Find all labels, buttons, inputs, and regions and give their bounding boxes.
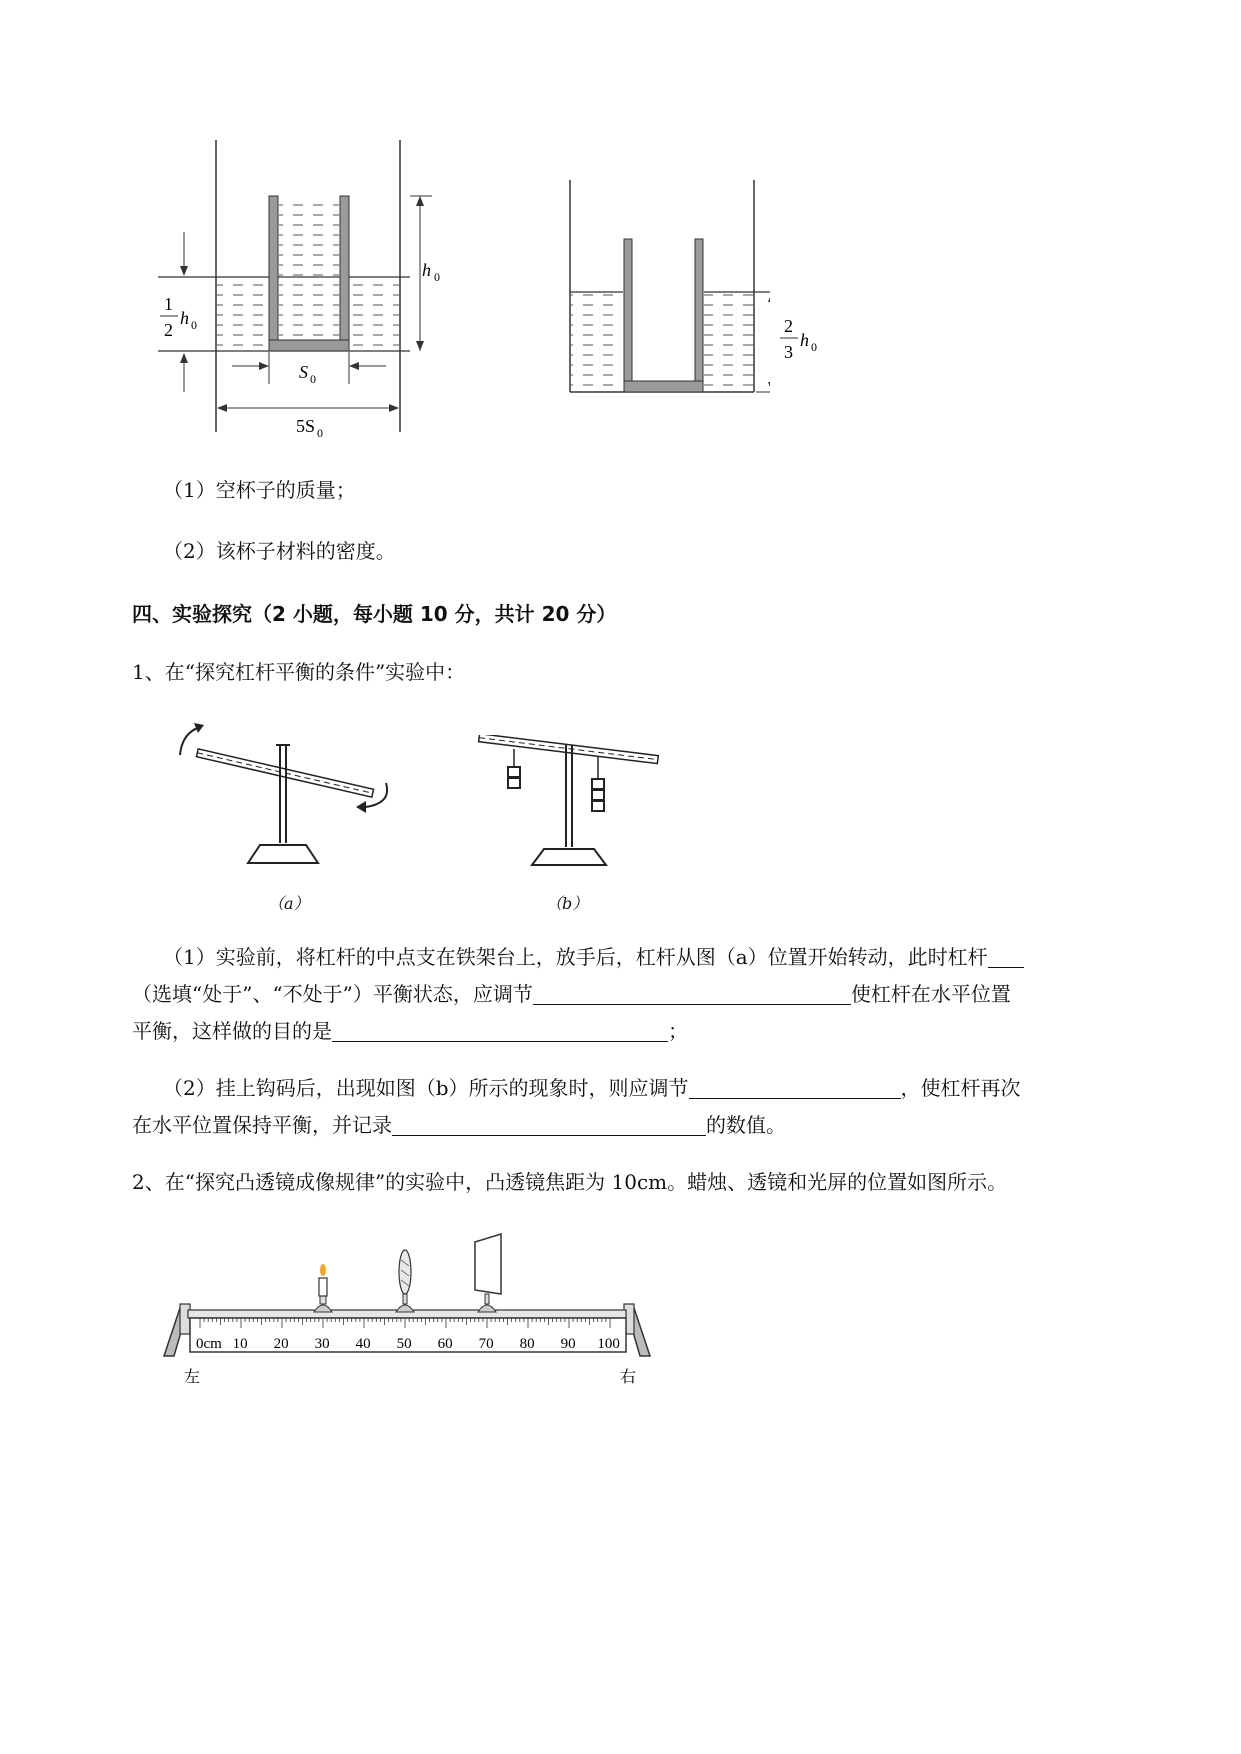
label-5s0: 5S xyxy=(296,416,316,436)
q2-intro: 2、在“探究凸透镜成像规律”的实验中，凸透镜焦距为 10cm。蜡烛、透镜和光屏的位置如图所示。 xyxy=(132,1170,1008,1194)
scale-label: 70 xyxy=(478,1336,494,1352)
caption-b: （b） xyxy=(546,894,589,913)
bench-right-label: 右 xyxy=(620,1369,637,1386)
answer-blank-4[interactable] xyxy=(689,1076,901,1099)
label-s0-sub: 0 xyxy=(310,372,316,386)
label-half-num: 1 xyxy=(164,294,173,314)
figure-lever-b xyxy=(470,735,670,867)
svg-text:3: 3 xyxy=(784,342,793,362)
answer-blank-3[interactable] xyxy=(332,1019,668,1042)
scale-label: 100 xyxy=(597,1336,620,1352)
label-two-thirds-h0 xyxy=(780,310,840,370)
label-h0-sub: 0 xyxy=(434,270,440,284)
q1-intro: 1、在“探究杠杆平衡的条件”实验中： xyxy=(132,660,466,684)
label-half-sub: 0 xyxy=(191,318,197,332)
svg-text:h: h xyxy=(800,330,809,350)
scale-label: 50 xyxy=(396,1336,412,1352)
figure-lever-a xyxy=(160,715,420,865)
q1-p1-text2a: （选填“处于”、“不处于”）平衡状态，应调节 xyxy=(132,982,533,1006)
scale-label: 30 xyxy=(314,1336,330,1352)
answer-blank-1[interactable] xyxy=(988,945,1024,968)
bench-left-label: 左 xyxy=(184,1369,201,1386)
scale-label-unit: 0cm xyxy=(196,1336,222,1352)
label-h0: h xyxy=(422,260,431,280)
prev-item-2: （2）该杯子材料的密度。 xyxy=(163,539,396,563)
light-screen xyxy=(475,1234,501,1312)
scale-label: 40 xyxy=(355,1336,371,1352)
q1-p2-text1a: （2）挂上钩码后，出现如图（b）所示的现象时，则应调节 xyxy=(163,1076,689,1100)
caption-a: （a） xyxy=(268,894,310,913)
label-half-den: 2 xyxy=(164,320,173,340)
q1-p1-text3b: ； xyxy=(668,1019,688,1043)
answer-blank-5[interactable] xyxy=(392,1113,706,1136)
convex-lens xyxy=(396,1250,414,1312)
svg-text:2: 2 xyxy=(784,316,793,336)
label-half-h: h xyxy=(180,308,189,328)
q1-p2-text2b: 的数值。 xyxy=(706,1113,786,1137)
q1-p1-line1 xyxy=(163,943,1024,971)
q1-p2-line2 xyxy=(132,1111,786,1139)
scale-label: 60 xyxy=(437,1336,453,1352)
figure-cup-floating xyxy=(150,140,460,450)
q1-p2-line1 xyxy=(163,1074,1021,1102)
prev-item-1: （1）空杯子的质量； xyxy=(163,478,356,502)
figure-optical-bench xyxy=(158,1232,658,1392)
scale-label: 90 xyxy=(560,1336,576,1352)
section-heading: 四、实验探究（2 小题，每小题 10 分，共计 20 分） xyxy=(132,602,617,626)
label-5s0-sub: 0 xyxy=(317,426,323,440)
q1-p1-text1: （1）实验前，将杠杆的中点支在铁架台上，放手后，杠杆从图（a）位置开始转动，此时杠杆 xyxy=(163,945,988,969)
scale-label: 80 xyxy=(519,1336,535,1352)
q1-p1-text2b: 使杠杆在水平位置 xyxy=(850,982,1011,1006)
q1-p2-text2a: 在水平位置保持平衡，并记录 xyxy=(132,1113,392,1137)
scale-label: 20 xyxy=(273,1336,289,1352)
q1-p1-line2 xyxy=(132,980,1011,1008)
figure-cup-sunk xyxy=(560,180,770,400)
answer-blank-2[interactable] xyxy=(533,982,851,1005)
scale-label: 10 xyxy=(232,1336,248,1352)
q1-p1-line3 xyxy=(132,1017,688,1045)
svg-text:0: 0 xyxy=(811,340,817,354)
label-s0: S xyxy=(299,362,308,382)
q1-p1-text3a: 平衡，这样做的目的是 xyxy=(132,1019,332,1043)
q1-p2-text1b: ，使杠杆再次 xyxy=(900,1076,1021,1100)
candle xyxy=(314,1264,332,1312)
